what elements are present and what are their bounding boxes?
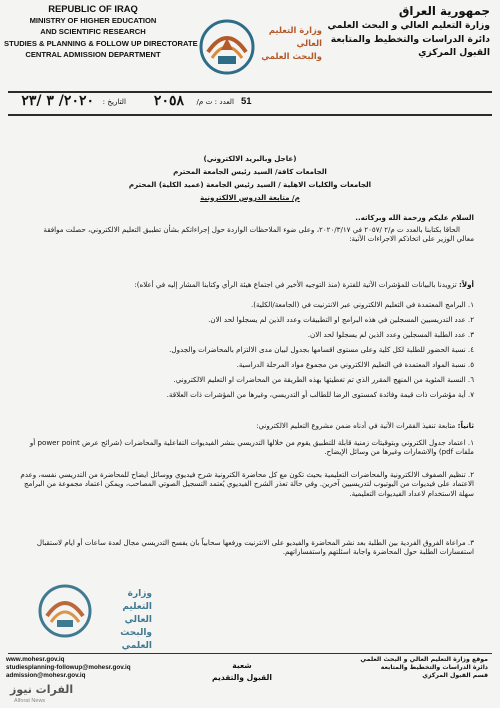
list-item: ٥. نسبة المواد المعتمدة في التعليم الالكتروني من مجموع مواد المرحلة الدراسية. (236, 360, 474, 369)
watermark-logo: الفرات نيوز (10, 683, 74, 696)
footer-mid-line: القبول والتقديم (212, 673, 272, 682)
ministry-emblem-icon (36, 582, 94, 640)
number-label: العدد : ت م/ (196, 97, 234, 106)
watermark-subtitle: Alforat News (14, 698, 46, 704)
footer-ar-line: دائرة الدراسات والتخطيط والمتابعة (380, 664, 488, 672)
intro-paragraph: الحاقا بكتابنا بالعدد ت م/٢ /٢٠٥٧ في ٢٠٢٠/٣/١٧، وعلى ضوء الملاحظات الواردة حول إجراءاتكم بشأن تطبيق التعليم الالكتروني، حصلت موافقة معالي الوزير على اتخاذكم الاجراءات الآتية: (43, 225, 474, 244)
logo-text-line: وزارة التعليم العالي (268, 25, 322, 48)
greeting: السلام عليكم ورحمة الله وبركاته.. (355, 213, 474, 222)
list-item: ٢. تنظيم الصفوف الالكترونية والمحاضرات التعليمية بحيث تكون مع كل محاضرة الكترونية شرح فيديوي ووسائل ايضاح للمحاضرة من التدريسي نفسه، وعدم الاعتماد على فيديوات من اليوتيوب لتدريسيين آخرين. وفي حالة تعذر الشرح الفيديوي يُعتمد التسجيل الصوتي المصاحب، ويمكن اعتماد مجموعة من البرامج سهلة الاستخدام لاعداد الفيديوات التعليمية. (20, 470, 474, 498)
logo-text-line: والبحث العلمي (261, 51, 322, 61)
footer-ar-line: موقع وزارة التعليم العالي و البحث العلمي (360, 656, 488, 663)
list-item: ١. اعتماد جدول الكتروني وبتوقيتات زمنية قابلة للتطبيق يقوم من خلالها التدريسي بنشر الفيديوات التفاعلية والمحاضرات (شرائح عرض power point أو ملفات pdf) والاشعارات وغيرها من وسائل الإيضاح. (29, 438, 474, 457)
footer-section-label (200, 660, 284, 684)
header-ar-line: جمهورية العراق (398, 4, 490, 18)
ministry-stamp (36, 576, 154, 651)
stamp-text-line: وزارة التعليم العالي (122, 589, 152, 625)
header-divider (8, 114, 492, 116)
stamp-text-line: والبحث العلمي (120, 628, 152, 651)
list-item: ٢. عدد التدريسيين المسجلين في هذه البرامج او التطبيقات وعدد الذين لم يسجلوا لحد الان. (208, 315, 474, 324)
header-arabic (327, 3, 490, 60)
section-b-lead (12, 421, 474, 430)
footer-email-link[interactable]: admission@mohesr.gov.iq (6, 672, 86, 680)
section-a-text: تزويدنا بالبيانات للمؤشرات الآتية للفترة (منذ التوجيه الأخير في اجتماع هيئة الرأي وكتابنا المشار إليه في أعلاه): (134, 280, 457, 289)
list-item: ٦. النسبة المئوية من المنهج المقرر الذي تم تغطيتها بهذه الطريقة من المحاضرات او التعليم الالكتروني. (173, 375, 474, 384)
header-ar-line: وزارة التعليم العالي و البحث العلمي (327, 20, 490, 31)
footer-ar-line: قسم القبول المركزي (422, 672, 488, 680)
reference-number-date (6, 95, 234, 112)
section-a-lead (12, 280, 474, 289)
header-en-line: STUDIES & PLANNING & FOLLOW UP DIRECTORATE (4, 38, 198, 48)
header-en-line: AND SCIENTIFIC RESEARCH (40, 27, 146, 37)
list-item: ٣. مراعاة الفروق الفردية بين الطلبة بعد نشر المحاضرة والفيديو على الانترنيت ورفعها سحابياً بان يفسح التدريسي مجال لعدة ساعات أو ايام لاستقبال استفسارات الطلبة حول المحاضرة واجابة اسئلتهم واستفساراتهم. (36, 538, 474, 557)
list-item: ٧. أية مؤشرات ذات قيمة وفائدة كمستوى الرضا للطالب أو التدريسي، وغيرها من المؤشرات ذات العلاقة. (166, 390, 474, 399)
header-english (4, 3, 198, 61)
section-a-title: أولاً: (459, 280, 474, 289)
section-b-text: متابعة تنفيذ الفقرات الآتية في أدناه ضمن مشروع التعليم الالكتروني: (256, 421, 456, 430)
header-divider (8, 91, 492, 93)
header-en-line: REPUBLIC OF IRAQ (48, 3, 138, 14)
section-b-title: ثانياً: (457, 421, 474, 430)
header-en-line: CENTRAL ADMISSION DEPARTMENT (25, 50, 161, 60)
footer-website-link[interactable]: www.mohesr.gov.iq (6, 656, 65, 663)
footer-email-link[interactable]: studiesplanning-followup@mohesr.gov.iq (6, 664, 131, 672)
date-label: التاريخ : (102, 97, 126, 106)
list-item: ٤. نسبة الحضور للطلبة لكل كلية وعلى مستوى اقسامها بجدول لبيان مدى الالتزام بالمحاضرات والجدول. (169, 345, 474, 354)
footer-arabic (338, 656, 488, 681)
addressee-line: الجامعات والكليات الاهلية / السيد رئيس الجامعة (عميد الكلية) المحترم (128, 180, 372, 189)
ministry-emblem-icon (198, 18, 256, 76)
header-ar-line: دائرة الدراسات والتخطيط والمتابعة (330, 33, 490, 45)
letter-subject: م/ متابعة الدروس الالكترونية (200, 193, 300, 202)
footer-contacts (6, 656, 131, 681)
page-number: 51 (241, 96, 252, 107)
list-item: ٣. عدد الطلبة المسجلين وعدد الذين لم يسجلوا لحد الان. (307, 330, 474, 339)
footer-mid-line: شعبة (232, 661, 252, 670)
ministry-logo (198, 14, 322, 82)
date-value: ٢٠٢٠/ ٣ /٢٣ (21, 93, 94, 109)
header-ar-line: القبول المركزي (418, 47, 490, 59)
header-en-line: MINISTRY OF HIGHER EDUCATION (29, 16, 157, 25)
number-value: ٢٠٥٨ (153, 93, 184, 109)
list-item: ١. البرامج المعتمدة في التعليم الالكتروني عبر الانترنيت في (الجامعة/الكلية). (250, 300, 474, 309)
urgency-note: (عاجل وبالبريد الالكتروني) (203, 154, 297, 163)
addressee-line: الجامعات كافة/ السيد رئيس الجامعة المحترم (173, 167, 327, 176)
footer-divider (8, 653, 492, 654)
